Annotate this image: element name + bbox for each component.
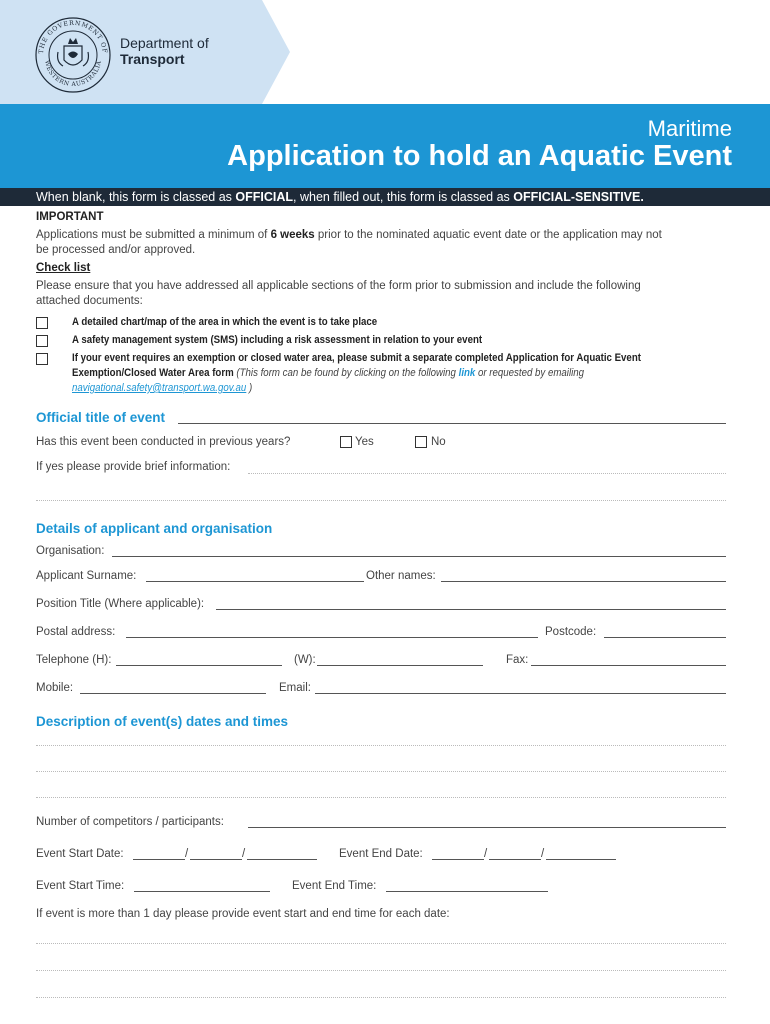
checklist-intro-line1: Please ensure that you have addressed all applicable sections of the form prior to submission and include the following — [36, 280, 641, 292]
description-field-line2[interactable] — [36, 771, 726, 772]
important-line2: be processed and/or approved. — [36, 244, 196, 256]
form-link[interactable]: link — [458, 367, 476, 379]
checklist-checkbox-exemption[interactable] — [36, 353, 48, 365]
other-names-label: Other names: — [366, 570, 436, 582]
end-date-year-field[interactable] — [546, 859, 616, 860]
department-line1: Department of — [120, 35, 209, 51]
telephone-w-label: (W): — [294, 654, 316, 666]
classification-text: When blank, this form is classed as OFFICIAL, when filled out, this form is classed as OFFICIAL-SENSITIVE. — [36, 190, 644, 204]
postcode-field[interactable] — [604, 637, 726, 638]
multi-day-label: If event is more than 1 day please provide event start and end time for each date: — [36, 908, 450, 920]
surname-label: Applicant Surname: — [36, 570, 137, 582]
end-time-label: Event End Time: — [292, 880, 377, 892]
page-title: Application to hold an Aquatic Event — [227, 140, 732, 172]
email-label: Email: — [279, 682, 311, 694]
end-date-sep2: / — [541, 848, 545, 860]
title-banner — [0, 104, 770, 188]
mobile-label: Mobile: — [36, 682, 74, 694]
checklist-item-exemption: If your event requires an exemption or closed water area, please submit a separate completed Application for Aquatic Event — [72, 352, 641, 364]
fax-field[interactable] — [531, 665, 726, 666]
official-title-field[interactable] — [178, 423, 726, 424]
banner-subtitle: Maritime — [647, 116, 732, 141]
classification-bar — [0, 188, 770, 206]
description-field-line1[interactable] — [36, 745, 726, 746]
department-line2: Transport — [120, 51, 185, 67]
telephone-w-field[interactable] — [317, 665, 483, 666]
start-date-month-field[interactable] — [190, 859, 242, 860]
checklist-intro-line2: attached documents: — [36, 295, 143, 307]
competitors-field[interactable] — [248, 827, 726, 828]
svg-text:WESTERN AUSTRALIA — [43, 60, 103, 88]
previous-years-question: Has this event been conducted in previous years? — [36, 436, 291, 448]
end-date-day-field[interactable] — [432, 859, 484, 860]
end-time-field[interactable] — [386, 891, 548, 892]
position-label: Position Title (Where applicable): — [36, 598, 205, 610]
fax-label: Fax: — [506, 654, 529, 666]
checklist-item-sms: A safety management system (SMS) including a risk assessment in relation to your event — [72, 334, 483, 346]
checklist-checkbox-chart[interactable] — [36, 317, 48, 329]
telephone-h-label: Telephone (H): — [36, 654, 112, 666]
start-date-sep2: / — [242, 848, 246, 860]
start-date-sep1: / — [185, 848, 189, 860]
telephone-h-field[interactable] — [116, 665, 282, 666]
email-field[interactable] — [315, 693, 726, 694]
svg-text:THE GOVERNMENT OF — [38, 20, 108, 54]
previous-no-checkbox[interactable] — [415, 436, 427, 448]
mobile-field[interactable] — [80, 693, 266, 694]
checklist-item-chart: A detailed chart/map of the area in which the event is to take place — [72, 316, 378, 328]
organisation-field[interactable] — [112, 556, 726, 557]
postal-field[interactable] — [126, 637, 538, 638]
organisation-label: Organisation: — [36, 545, 105, 557]
brief-info-field-line2[interactable] — [36, 500, 726, 501]
multi-day-field-line1[interactable] — [36, 943, 726, 944]
other-names-field[interactable] — [441, 581, 726, 582]
competitors-label: Number of competitors / participants: — [36, 816, 224, 828]
description-field-line3[interactable] — [36, 797, 726, 798]
end-date-month-field[interactable] — [489, 859, 541, 860]
multi-day-field-line2[interactable] — [36, 970, 726, 971]
multi-day-field-line3[interactable] — [36, 997, 726, 998]
checklist-heading: Check list — [36, 262, 91, 274]
description-section-heading: Description of event(s) dates and times — [36, 714, 289, 729]
postcode-label: Postcode: — [545, 626, 597, 638]
applicant-section-heading: Details of applicant and organisation — [36, 521, 273, 536]
checklist-checkbox-sms[interactable] — [36, 335, 48, 347]
position-field[interactable] — [216, 609, 726, 610]
email-link[interactable]: navigational.safety@transport.wa.gov.au — [72, 382, 247, 394]
official-title-label: Official title of event — [36, 410, 166, 425]
start-date-label: Event Start Date: — [36, 848, 124, 860]
government-crest-logo — [34, 16, 112, 94]
start-time-field[interactable] — [134, 891, 270, 892]
surname-field[interactable] — [146, 581, 364, 582]
header-background — [0, 0, 770, 104]
brief-info-label: If yes please provide brief information: — [36, 461, 231, 473]
end-date-sep1: / — [484, 848, 488, 860]
previous-no-label: No — [431, 436, 446, 448]
important-line1: Applications must be submitted a minimum of 6 weeks prior to the nominated aquatic event date or the application may not — [36, 229, 662, 241]
previous-yes-label: Yes — [355, 436, 374, 448]
brief-info-field-line1[interactable] — [248, 473, 726, 474]
previous-yes-checkbox[interactable] — [340, 436, 352, 448]
start-time-label: Event Start Time: — [36, 880, 125, 892]
start-date-day-field[interactable] — [133, 859, 185, 860]
end-date-label: Event End Date: — [339, 848, 423, 860]
start-date-year-field[interactable] — [247, 859, 317, 860]
postal-label: Postal address: — [36, 626, 116, 638]
department-name — [120, 35, 209, 67]
crest-text-top: THE GOVERNMENT OF — [37, 19, 109, 55]
checklist-item-exemption-line3: navigational.safety@transport.wa.gov.au ) — [72, 382, 253, 394]
important-heading: IMPORTANT — [36, 211, 104, 223]
crest-text-bottom: WESTERN AUSTRALIA — [42, 59, 103, 89]
checklist-item-exemption-line2: Exemption/Closed Water Area form (This form can be found by clicking on the following link or requested by emailing — [72, 367, 585, 379]
